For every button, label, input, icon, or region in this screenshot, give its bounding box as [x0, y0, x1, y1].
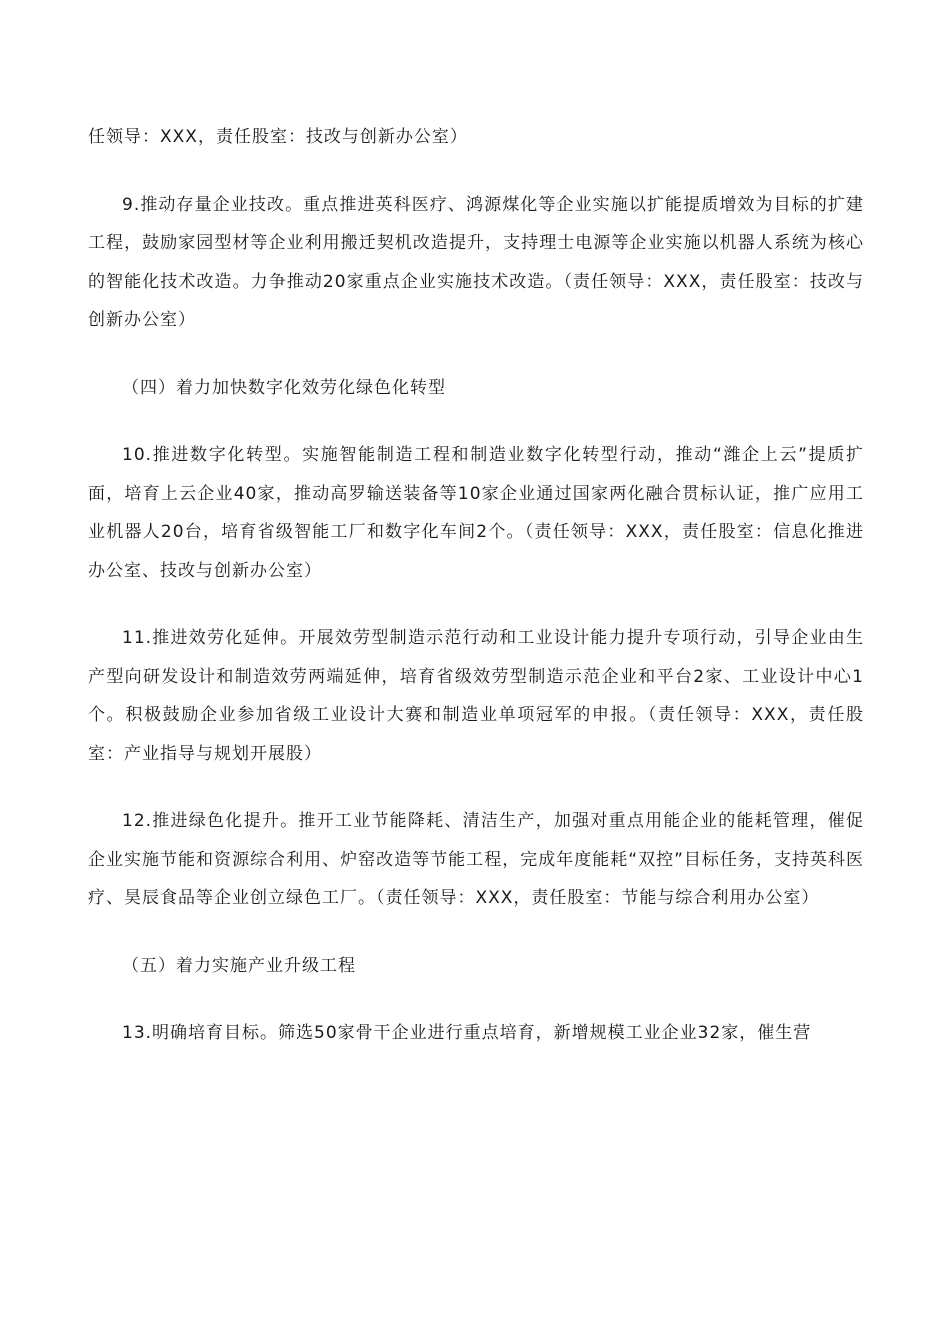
paragraph-item-13: 13.明确培育目标。筛选50家骨干企业进行重点培育，新增规模工业企业32家，催生营: [122, 1023, 812, 1043]
paragraph-item-9: 9.推动存量企业技改。重点推进英科医疗、鸿源煤化等企业实施以扩能提质增效为目标的扩建工程，鼓励家园型材等企业利用搬迁契机改造提升，支持理士电源等企业实施以机器人系统为核心的智能化技术改造。力争推动20家重点企业实施技术改造。（责任领导：XXX，责任股室：技改与创新办公室）: [88, 194, 864, 330]
paragraph-item-11: 11.推进效劳化延伸。开展效劳型制造示范行动和工业设计能力提升专项行动，引导企业由生产型向研发设计和制造效劳两端延伸，培育省级效劳型制造示范企业和平台2家、工业设计中心1个。积极鼓励企业参加省级工业设计大赛和制造业单项冠军的申报。（责任领导：XXX，责任股室：产业指导与规划开展股）: [88, 628, 864, 764]
paragraph-item-12: 12.推进绿色化提升。推开工业节能降耗、清洁生产，加强对重点用能企业的能耗管理，催促企业实施节能和资源综合利用、炉窑改造等节能工程，完成年度能耗“双控”目标任务，支持英科医疗、昊辰食品等企业创立绿色工厂。（责任领导：XXX，责任股室：节能与综合利用办公室）: [88, 811, 864, 908]
section-heading-5: （五）着力实施产业升级工程: [122, 955, 356, 976]
paragraph-item-10: 10.推进数字化转型。实施智能制造工程和制造业数字化转型行动，推动“潍企上云”提质扩面，培育上云企业40家，推动高罗输送装备等10家企业通过国家两化融合贯标认证，推广应用工业机器人20台，培育省级智能工厂和数字化车间2个。（责任领导：XXX，责任股室：信息化推进办公室、技改与创新办公室）: [88, 445, 864, 581]
section-heading-4: （四）着力加快数字化效劳化绿色化转型: [122, 377, 446, 398]
paragraph-continuation: 任领导：XXX，责任股室：技改与创新办公室）: [88, 127, 468, 147]
document-body: [88, 118, 864, 1082]
